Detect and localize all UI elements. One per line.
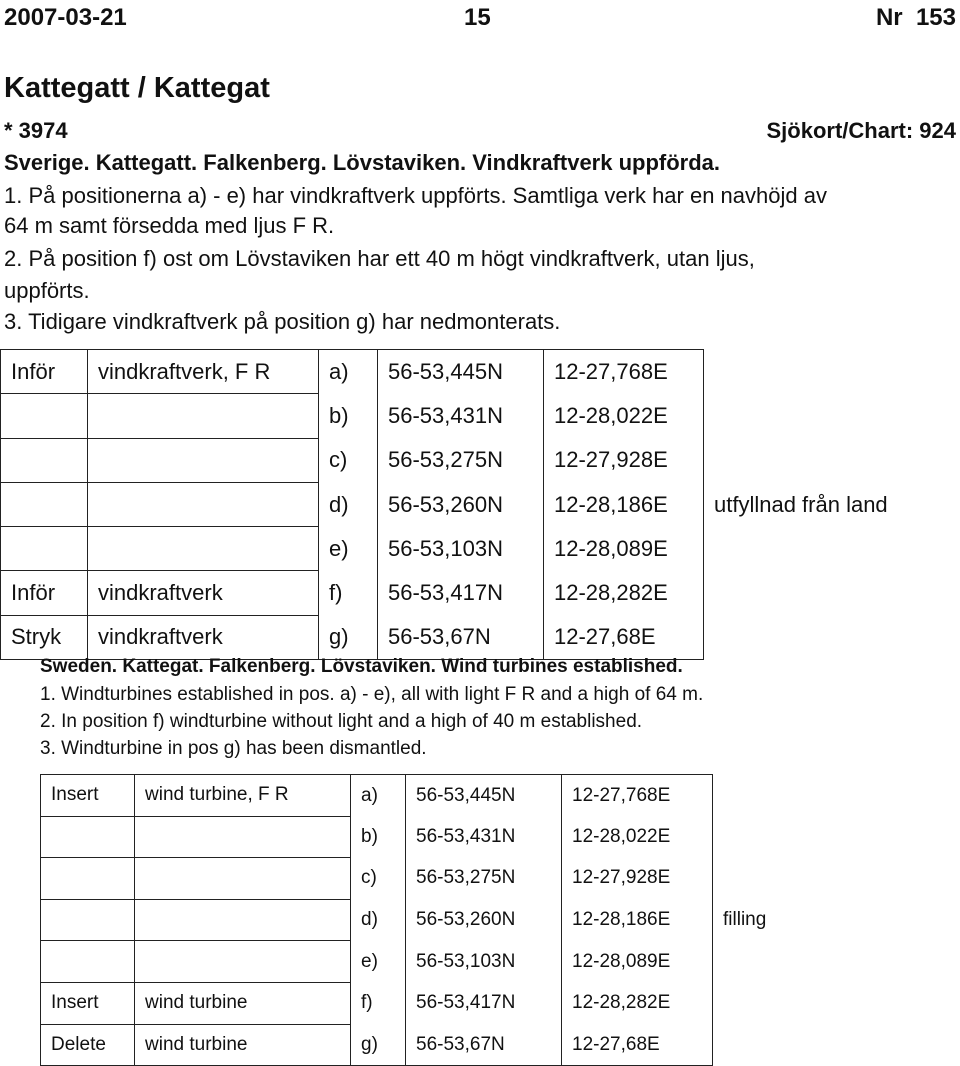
longitude-cell: 12-28,089E xyxy=(544,527,704,571)
note-cell: filling xyxy=(713,899,816,941)
position-label-cell: a) xyxy=(351,775,406,817)
english-line: 1. Windturbines established in pos. a) - e), all with light F R and a high of 64 m. xyxy=(40,684,704,705)
table-row xyxy=(1,615,957,659)
object-cell xyxy=(88,527,319,571)
notice-number: * 3974 xyxy=(4,118,68,143)
object-cell: vindkraftverk xyxy=(88,571,319,615)
action-cell xyxy=(1,527,88,571)
longitude-cell: 12-28,089E xyxy=(562,941,713,983)
header-issue-number: Nr 153 xyxy=(875,4,956,31)
table-body xyxy=(41,775,816,1066)
longitude-cell: 12-27,928E xyxy=(562,858,713,900)
english-line: 3. Windturbine in pos g) has been dismantled. xyxy=(40,738,427,759)
object-cell xyxy=(135,941,351,983)
table-row xyxy=(1,350,957,394)
english-line: 2. In position f) windturbine without light and a high of 40 m established. xyxy=(40,711,643,732)
note-cell xyxy=(713,858,816,900)
swedish-position-table xyxy=(0,349,957,660)
position-label-cell: e) xyxy=(319,527,378,571)
position-label-cell: f) xyxy=(319,571,378,615)
longitude-cell: 12-28,022E xyxy=(544,394,704,438)
action-cell: Insert xyxy=(41,982,135,1024)
object-cell: vindkraftverk, F R xyxy=(88,350,319,394)
longitude-cell: 12-28,022E xyxy=(562,816,713,858)
position-label-cell: b) xyxy=(351,816,406,858)
action-cell xyxy=(41,858,135,900)
object-cell xyxy=(135,899,351,941)
note-cell xyxy=(713,941,816,983)
object-cell xyxy=(88,438,319,482)
longitude-cell: 12-28,282E xyxy=(544,571,704,615)
swedish-line: 1. På positionerna a) - e) har vindkraftverk uppförts. Samtliga verk har en navhöjd av xyxy=(4,183,827,208)
chart-reference: Sjökort/Chart: 924 xyxy=(766,118,956,143)
action-cell xyxy=(41,941,135,983)
note-cell xyxy=(704,350,957,394)
longitude-cell: 12-27,68E xyxy=(544,615,704,659)
table-row xyxy=(1,394,957,438)
longitude-cell: 12-27,928E xyxy=(544,438,704,482)
table-row xyxy=(41,941,816,983)
table-row xyxy=(41,775,816,817)
position-label-cell: c) xyxy=(351,858,406,900)
table-row xyxy=(1,482,957,526)
object-cell: wind turbine xyxy=(135,982,351,1024)
longitude-cell: 12-27,768E xyxy=(562,775,713,817)
note-cell xyxy=(704,394,957,438)
longitude-cell: 12-28,186E xyxy=(544,482,704,526)
position-label-cell: f) xyxy=(351,982,406,1024)
action-cell xyxy=(1,438,88,482)
table-row xyxy=(1,527,957,571)
note-cell xyxy=(713,816,816,858)
note-cell xyxy=(704,527,957,571)
action-cell: Insert xyxy=(41,775,135,817)
swedish-line: uppförts. xyxy=(4,278,90,303)
action-cell xyxy=(1,482,88,526)
table-row xyxy=(1,571,957,615)
english-heading: Sweden. Kattegat. Falkenberg. Lövstaviken. Wind turbines established. xyxy=(40,656,683,677)
swedish-line: 64 m samt försedda med ljus F R. xyxy=(4,213,335,238)
action-cell: Inför xyxy=(1,571,88,615)
latitude-cell: 56-53,275N xyxy=(406,858,562,900)
object-cell xyxy=(88,394,319,438)
note-cell xyxy=(713,982,816,1024)
table-row xyxy=(41,982,816,1024)
position-label-cell: e) xyxy=(351,941,406,983)
latitude-cell: 56-53,67N xyxy=(406,1024,562,1066)
header-date: 2007-03-21 xyxy=(4,4,127,31)
page-title: Kattegatt / Kattegat xyxy=(4,72,270,104)
table-body xyxy=(1,350,957,660)
table-row xyxy=(41,1024,816,1066)
object-cell: wind turbine xyxy=(135,1024,351,1066)
latitude-cell: 56-53,445N xyxy=(406,775,562,817)
latitude-cell: 56-53,103N xyxy=(406,941,562,983)
object-cell xyxy=(135,858,351,900)
action-cell: Inför xyxy=(1,350,88,394)
table-row xyxy=(41,816,816,858)
note-cell xyxy=(704,438,957,482)
table-row xyxy=(1,438,957,482)
latitude-cell: 56-53,103N xyxy=(378,527,544,571)
object-cell: wind turbine, F R xyxy=(135,775,351,817)
longitude-cell: 12-27,68E xyxy=(562,1024,713,1066)
note-cell xyxy=(713,1024,816,1066)
latitude-cell: 56-53,260N xyxy=(378,482,544,526)
note-cell xyxy=(704,615,957,659)
longitude-cell: 12-28,282E xyxy=(562,982,713,1024)
latitude-cell: 56-53,67N xyxy=(378,615,544,659)
action-cell xyxy=(1,394,88,438)
swedish-line: 3. Tidigare vindkraftverk på position g) har nedmonterats. xyxy=(4,309,561,334)
action-cell xyxy=(41,816,135,858)
swedish-line: 2. På position f) ost om Lövstaviken har ett 40 m högt vindkraftverk, utan ljus, xyxy=(4,246,755,271)
position-label-cell: d) xyxy=(351,899,406,941)
longitude-cell: 12-28,186E xyxy=(562,899,713,941)
latitude-cell: 56-53,417N xyxy=(378,571,544,615)
latitude-cell: 56-53,260N xyxy=(406,899,562,941)
position-label-cell: d) xyxy=(319,482,378,526)
position-label-cell: b) xyxy=(319,394,378,438)
english-position-table xyxy=(40,774,816,1066)
object-cell xyxy=(135,816,351,858)
latitude-cell: 56-53,431N xyxy=(406,816,562,858)
header-page-number: 15 xyxy=(464,4,491,31)
position-label-cell: a) xyxy=(319,350,378,394)
object-cell: vindkraftverk xyxy=(88,615,319,659)
latitude-cell: 56-53,417N xyxy=(406,982,562,1024)
position-label-cell: g) xyxy=(319,615,378,659)
position-label-cell: c) xyxy=(319,438,378,482)
latitude-cell: 56-53,445N xyxy=(378,350,544,394)
table-row xyxy=(41,899,816,941)
latitude-cell: 56-53,431N xyxy=(378,394,544,438)
table-row xyxy=(41,858,816,900)
latitude-cell: 56-53,275N xyxy=(378,438,544,482)
note-cell xyxy=(713,775,816,817)
action-cell xyxy=(41,899,135,941)
note-cell xyxy=(704,571,957,615)
position-label-cell: g) xyxy=(351,1024,406,1066)
action-cell: Delete xyxy=(41,1024,135,1066)
longitude-cell: 12-27,768E xyxy=(544,350,704,394)
note-cell: utfyllnad från land xyxy=(704,482,957,526)
object-cell xyxy=(88,482,319,526)
action-cell: Stryk xyxy=(1,615,88,659)
swedish-heading: Sverige. Kattegatt. Falkenberg. Lövstaviken. Vindkraftverk uppförda. xyxy=(4,150,721,175)
